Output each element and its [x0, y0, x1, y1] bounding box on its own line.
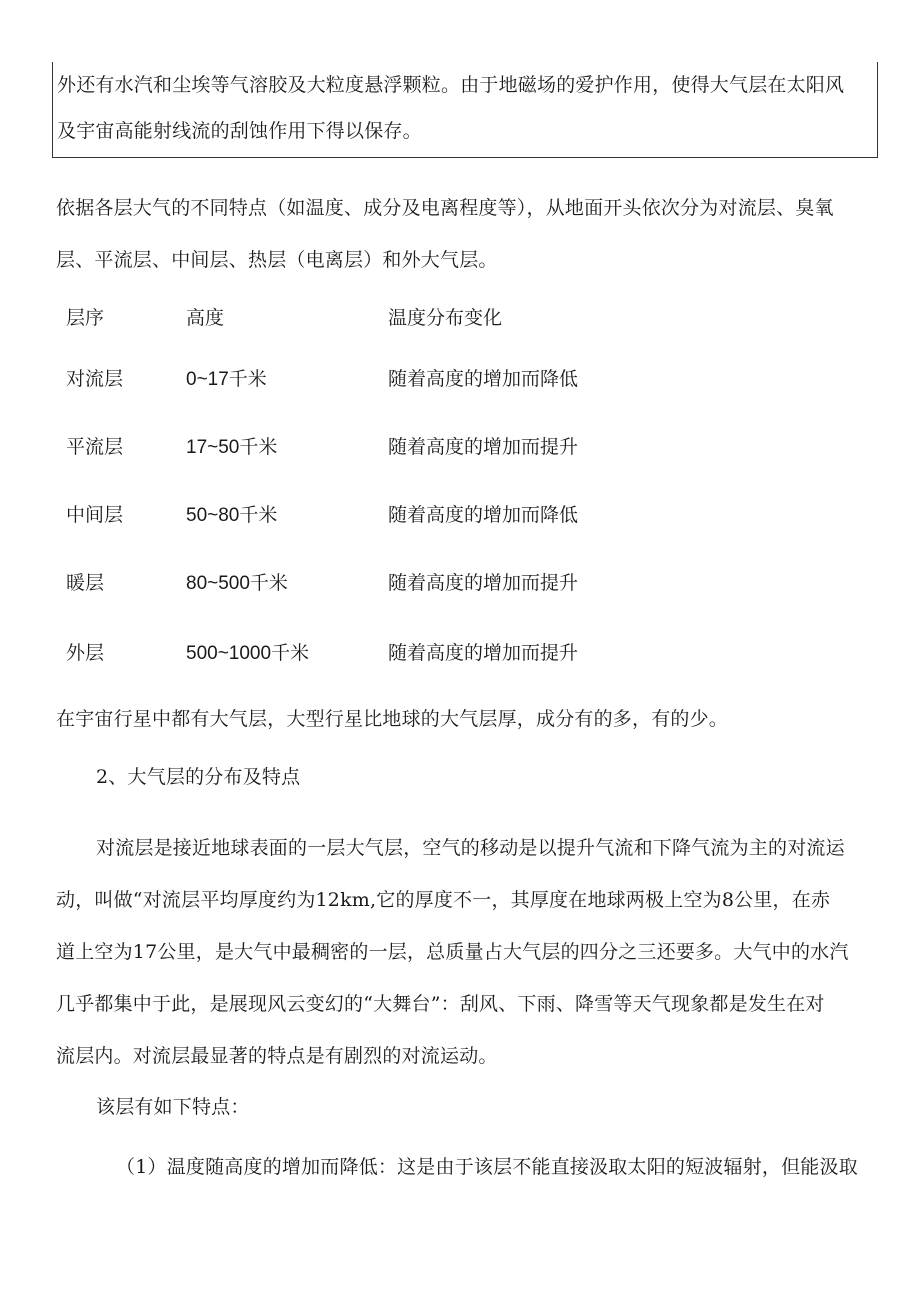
table-cell-temperature: 随着高度的增加而降低	[388, 504, 579, 526]
paragraph-troposphere	[56, 822, 878, 1082]
table-header-temperature: 温度分布变化	[388, 307, 503, 329]
table-cell-layer: 外层	[66, 642, 105, 664]
paragraph-troposphere-line-4: 几乎都集中于此，是展现风云变幻的“大舞台”：刮风、下雨、降雪等天气现象都是发生在对	[56, 993, 825, 1015]
section-heading: 2、大气层的分布及特点	[96, 766, 301, 788]
paragraph-layers	[56, 182, 878, 286]
paragraph-planets: 在宇宙行星中都有大气层，大型行星比地球的大气层厚，成分有的多，有的少。	[56, 708, 729, 730]
table-header-layer: 层序	[66, 307, 105, 329]
table-header-height: 高度	[186, 307, 225, 329]
paragraph-troposphere-line-3: 道上空为17公里，是大气中最稠密的一层，总质量占大气层的四分之三还要多。大气中的水汽	[56, 941, 849, 963]
table-cell-height: 80~500千米	[186, 573, 288, 594]
paragraph-troposphere-line-1: 对流层是接近地球表面的一层大气层，空气的移动是以提升气流和下降气流为主的对流运	[96, 837, 845, 859]
table-cell-temperature: 随着高度的增加而提升	[388, 572, 579, 594]
boxed-line-2: 及宇宙高能射线流的刮蚀作用下得以保存。	[57, 120, 422, 142]
paragraph-troposphere-line-5: 流层内。对流层最显著的特点是有剧烈的对流运动。	[56, 1045, 498, 1067]
table-cell-height: 17~50千米	[186, 437, 278, 458]
table-cell-height: 50~80千米	[186, 505, 278, 526]
boxed-line-1: 外还有水汽和尘埃等气溶胶及大粒度悬浮颗粒。由于地磁场的爱护作用，使得大气层在太阳风	[57, 74, 845, 96]
paragraph-layers-line-1: 依据各层大气的不同特点（如温度、成分及电离程度等），从地面开头依次分为对流层、臭氧	[56, 197, 834, 219]
table-cell-layer: 暖层	[66, 572, 105, 594]
table-cell-height: 0~17千米	[186, 369, 267, 390]
table-cell-layer: 平流层	[66, 436, 124, 458]
table-cell-temperature: 随着高度的增加而提升	[388, 642, 579, 664]
table-cell-layer: 对流层	[66, 368, 124, 390]
paragraph-troposphere-line-2: 动，叫做“对流层平均厚度约为12km,它的厚度不一，其厚度在地球两极上空为8公里，在赤	[56, 889, 831, 911]
paragraph-features-intro: 该层有如下特点：	[96, 1096, 250, 1118]
table-cell-height: 500~1000千米	[186, 643, 310, 664]
table-cell-layer: 中间层	[66, 504, 124, 526]
paragraph-layers-line-2: 层、平流层、中间层、热层（电离层）和外大气层。	[56, 249, 498, 271]
boxed-paragraph	[52, 62, 878, 158]
table-cell-temperature: 随着高度的增加而降低	[388, 368, 579, 390]
paragraph-feature-1: （1）温度随高度的增加而降低：这是由于该层不能直接汲取太阳的短波辐射，但能汲取	[116, 1156, 858, 1178]
table-cell-temperature: 随着高度的增加而提升	[388, 436, 579, 458]
